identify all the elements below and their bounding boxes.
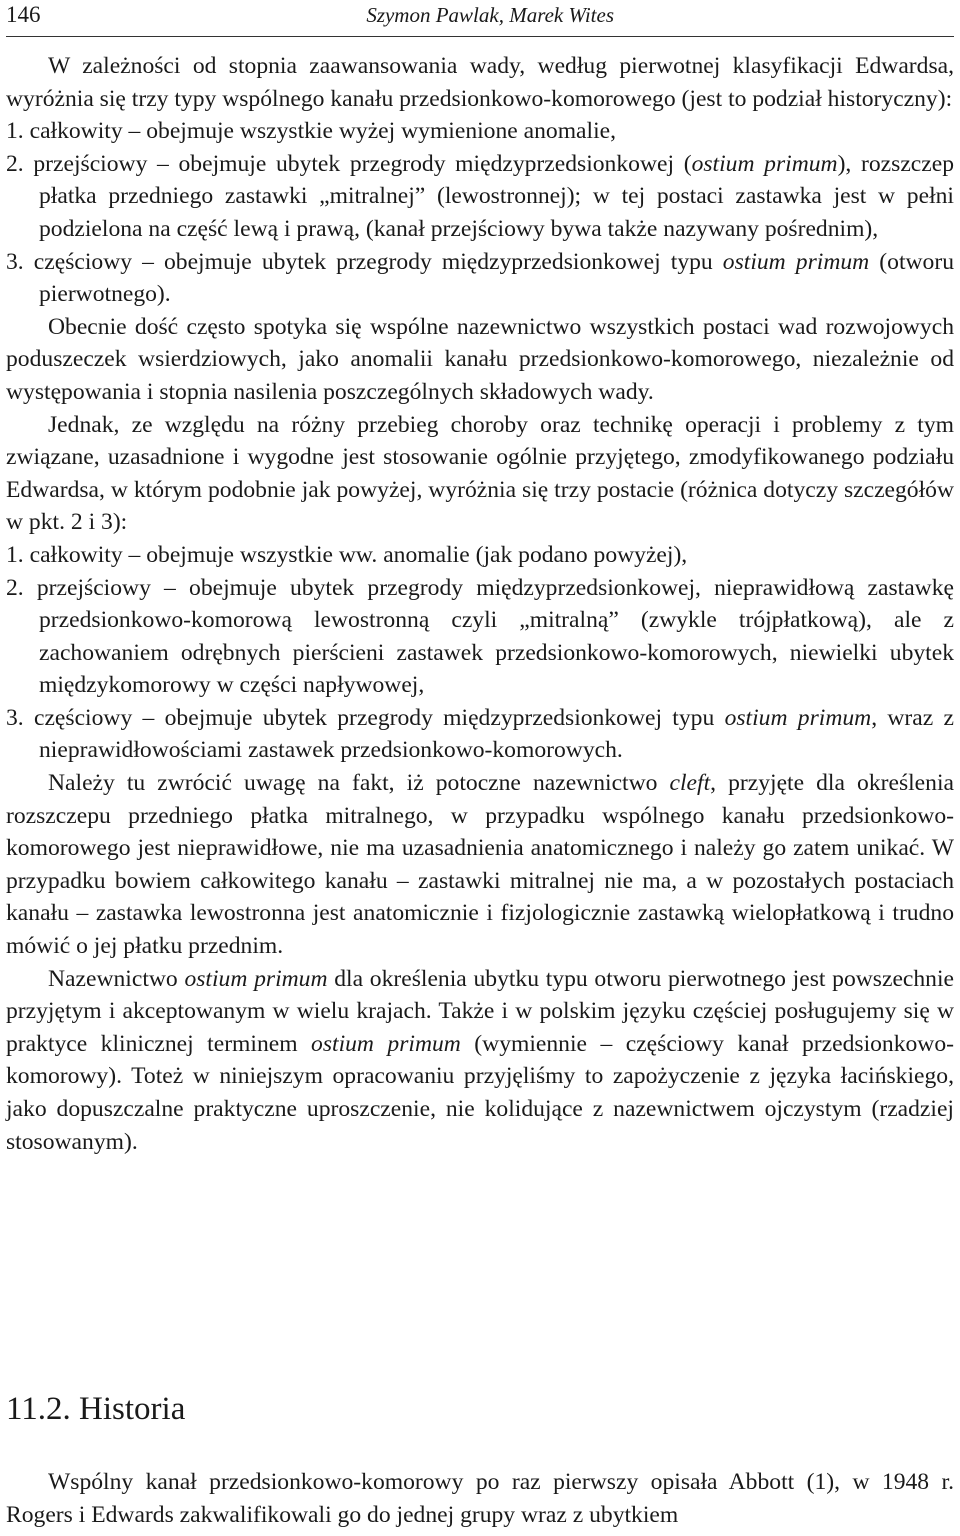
- list-item-partial: 3. częściowy – obejmuje ubytek przegrody międzyprzedsionkowej typu ostium primum, wraz z nieprawidłowościami zastawek przedsionkowo-komorowych.: [6, 704, 955, 764]
- page-header: [6, 0, 954, 37]
- latin-term: ostium primum: [724, 704, 872, 731]
- list-item-complete: 1. całkowity – obejmuje wszystkie wyżej wymienione anomalie,: [6, 118, 617, 145]
- paragraph-common-nomenclature: Obecnie dość często spotyka się wspólne nazewnictwo wszystkich postaci wad rozwojowych poduszeczek wsierdziowych, jako anomalii kanału przedsionkowo-komorowego, niezależnie od występowania i stopnia nasilenia poszczególnych składowych wady.: [6, 313, 954, 405]
- paragraph-modified-classification: Jednak, ze względu na różny przebieg choroby oraz technikę operacji i problemy z tym związane, uzasadnione i wygodne jest stosowanie ogólnie przyjętego, zmodyfikowanego podziału Edwardsa, w którym podobnie jak powyżej, wyróżnia się trzy postacie (różnica dotyczy szczegółów w pkt. 2 i 3):: [6, 411, 954, 536]
- latin-term: ostium primum: [691, 150, 838, 177]
- foreign-term: cleft: [669, 770, 711, 797]
- list-item-complete: 1. całkowity – obejmuje wszystkie ww. anomalie (jak podano powyżej),: [6, 541, 688, 568]
- latin-term: ostium primum: [184, 965, 328, 992]
- section-heading: 11.2. Historia: [6, 1391, 186, 1427]
- latin-term: ostium primum: [311, 1030, 461, 1057]
- page-number: 146: [6, 2, 41, 27]
- paragraph-ostium-primum-terminology: Nazewnictwo ostium primum dla określenia ubytku typu otworu pierwotnego jest powszechnie przyjętym i akceptowanym w wielu krajach. Także i w polskim języku częściej posługujemy się w praktyce klinicznej terminem ostium primum (wymiennie – częściowy kanał przedsionkowo-komorowy). Toteż w niniejszym opracowaniu przyjęliśmy to zapożyczenie z języka łacińskiego, jako dopuszczalne praktyczne uproszczenie, nie kolidujące z nazewnictwem ojczystym (rzadziej stosowanym).: [6, 965, 955, 1155]
- paragraph-history: Wspólny kanał przedsionkowo-komorowy po raz pierwszy opisała Abbott (1), w 1948 r. Rogers i Edwards zakwalifikowali go do jednej grupy wraz z ubytkiem: [6, 1469, 954, 1528]
- list-item-transitional: 2. przejściowy – obejmuje ubytek przegrody międzyprzedsionkowej (ostium primum), rozszczep płatka przedniego zastawki „mitralnej” (lewostronnej); w tej postaci zastawka jest w pełni podzielona na część lewą i prawą, (kanał przejściowy bywa także nazywany pośrednim),: [6, 150, 955, 242]
- paragraph-classification-intro: W zależności od stopnia zaawansowania wady, według pierwotnej klasyfikacji Edwardsa, wyróżnia się trzy typy wspólnego kanału przedsionkowo-komorowego (jest to podział historyczny):: [6, 53, 954, 112]
- list-item-transitional: 2. przejściowy – obejmuje ubytek przegrody międzyprzedsionkowej, nieprawidłową zastawkę przedsionkowo-komorową lewostronną czyli „mitralną” (zwykle trójpłatkową), ale z zachowaniem odrębnych pierścieni zastawek przedsionkowo-komorowych, niewielki ubytek międzykomorowy w części napływowej,: [6, 574, 954, 699]
- section-body-text: [6, 1466, 954, 1531]
- running-head-authors: Szymon Pawlak, Marek Wites: [366, 3, 614, 27]
- paragraph-cleft-terminology: Należy tu zwrócić uwagę na fakt, iż potoczne nazewnictwo cleft, przyjęte dla określenia rozszczepu przedniego płatka mitralnego, w przypadku wspólnego kanału przedsionkowo-komorowego jest nieprawidłowe, nie ma uzasadnienia anatomicznego i należy go zatem unikać. W przypadku bowiem całkowitego kanału – zastawki mitralnej nie ma, a w pozostałych postaciach kanału – zastawka lewostronna jest anatomicznie i fizjologicznie zastawką wielopłatkową i trudno mówić o jej płatku przednim.: [6, 770, 954, 960]
- list-item-partial: 3. częściowy – obejmuje ubytek przegrody międzyprzedsionkowej typu ostium primum (otworu pierwotnego).: [6, 248, 954, 308]
- body-text: [6, 50, 954, 1158]
- latin-term: ostium primum: [722, 248, 870, 275]
